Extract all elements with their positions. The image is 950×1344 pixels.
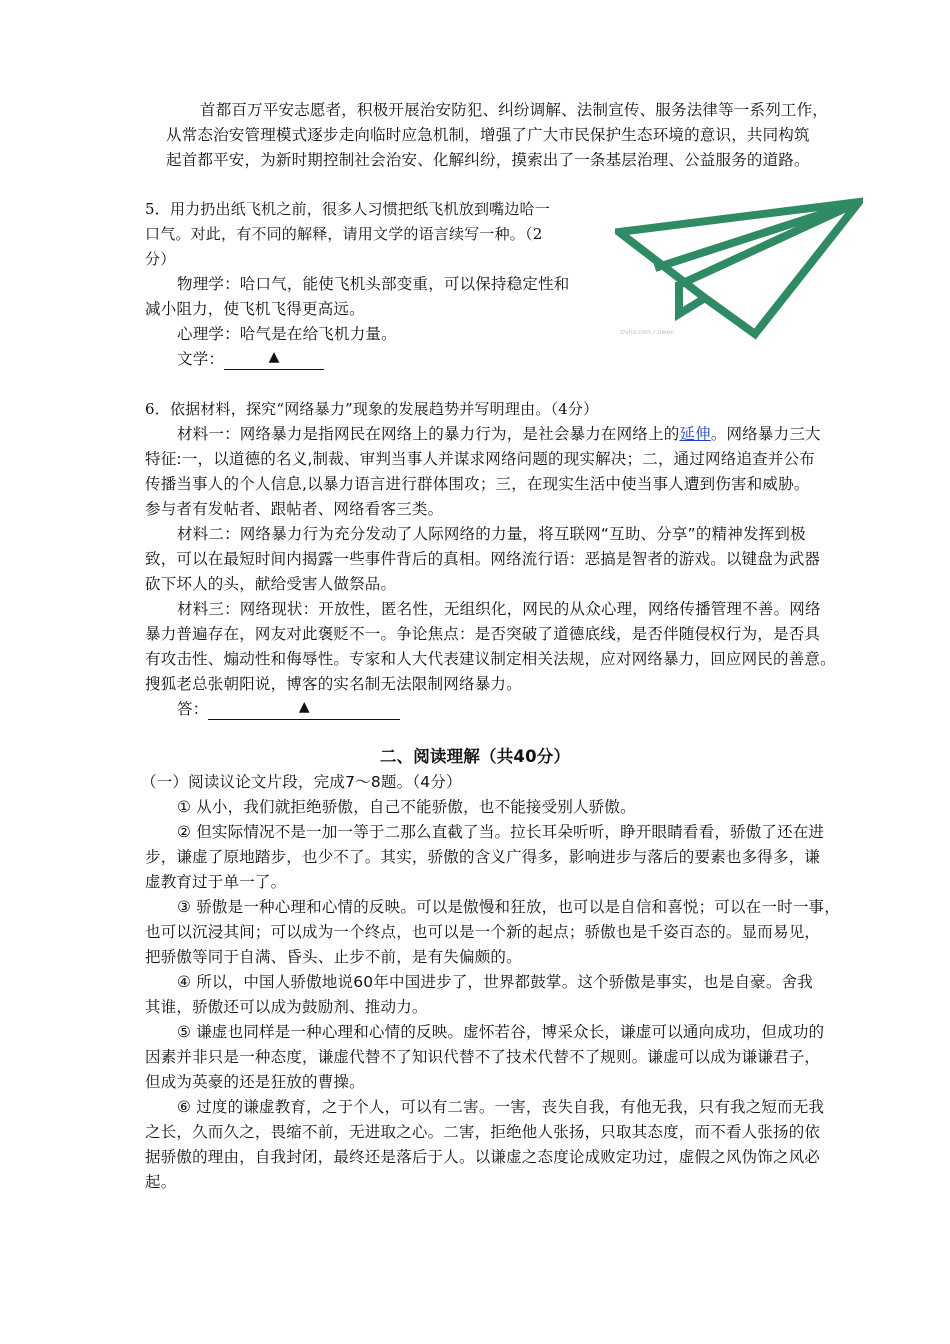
q6-material1-line-1 (177, 423, 821, 445)
q6-answer-blank[interactable] (208, 699, 400, 720)
q6-material3-line-4: 搜狐老总张朝阳说，博客的实名制无法限制网络暴力。 (145, 675, 522, 693)
q5-physics-line-2: 减小阻力，使飞机飞得更高远。 (145, 300, 365, 318)
para5-line-3: 但成为英豪的还是狂放的曹操。 (145, 1073, 365, 1091)
q5-literature (177, 348, 324, 370)
q6-material2-line-2: 致，可以在最短时间内揭露一些事件背后的真相。网络流行语：恶搞是智者的游戏。以键盘为武器 (145, 550, 821, 568)
para3-line-3: 把骄傲等同于自满、昏头、止步不前，是有失偏颇的。 (145, 948, 522, 966)
q6-material2-line-1: 材料二：网络暴力行为充分发动了人际网络的力量，将互联网“互助、分享”的精神发挥到极 (177, 525, 806, 543)
para6-line-2: 之长，久而久之，畏缩不前，无进取之心。二害，拒绝他人张扬，只取其态度，而不看人张扬的依 (145, 1123, 821, 1141)
intro-line-2: 从常态治安管理模式逐步走向临时应急机制，增强了广大市民保护生态环境的意识，共同构筑 (166, 126, 810, 144)
para3-line-2: 也可以沉浸其间；可以成为一个终点，也可以是一个新的起点；骄傲也是千姿百态的。显而易见， (145, 923, 821, 941)
q6-material1-line-4: 参与者有发帖者、跟帖者、网络看客三类。 (145, 500, 444, 518)
para6-line-1: ⑥ 过度的谦虚教育，之于个人，可以有二害。一害，丧失自我，有他无我，只有我之短而无我 (177, 1098, 825, 1116)
q6-material3-line-1: 材料三：网络现状：开放性，匿名性，无组织化，网民的从众心理，网络传播管理不善。网络 (177, 600, 821, 618)
q6-material2-line-3: 砍下坏人的头，献给受害人做祭品。 (145, 575, 397, 593)
section2-subtitle: （一）阅读议论文片段，完成7～8题。（4分） (141, 773, 462, 791)
q5-question-line-3: 分） (145, 250, 176, 268)
q6-extension-link[interactable]: 延伸 (679, 425, 711, 443)
q5-question-line-1: 5．用力扔出纸飞机之前，很多人习惯把纸飞机放到嘴边哈一 (145, 200, 550, 218)
para4-line-1: ④ 所以，中国人骄傲地说60年中国进步了，世界都鼓掌。这个骄傲是事实，也是自豪。舍我 (177, 973, 813, 991)
para1-line-1: ① 从小，我们就拒绝骄傲，自己不能骄傲，也不能接受别人骄傲。 (177, 798, 636, 816)
q5-psychology: 心理学：哈气是在给飞机力量。 (177, 325, 397, 343)
q5-literature-label: 文学： (177, 350, 225, 368)
q6-answer-marker: ▲ (298, 699, 310, 715)
para6-line-3: 据骄傲的理由，自我封闭，最终还是落后于人。以谦虚之态度论成败定功过，虚假之风伪饰之风必 (145, 1148, 821, 1166)
q6-question: 6．依据材料，探究“网络暴力”现象的发展趋势并写明理由。（4分） (145, 400, 599, 418)
q6-material1-text-a: 材料一：网络暴力是指网民在网络上的暴力行为，是社会暴力在网络上的 (177, 425, 680, 443)
para2-line-3: 虚教育过于单一了。 (145, 873, 287, 891)
para2-line-2: 步，谦虚了原地踏步，也少不了。其实，骄傲的含义广得多，影响进步与落后的要素也多得多，谦 (145, 848, 821, 866)
para6-line-4: 起。 (145, 1173, 177, 1191)
para5-line-2: 因素并非只是一种态度，谦虚代替不了知识代替不了技术代替不了规则。谦虚可以成为谦谦君子， (145, 1048, 821, 1066)
image-watermark: zhihu.com / ziwen (620, 329, 674, 336)
q5-question-line-2: 口气。对此，有不同的解释，请用文学的语言续写一种。（2 (145, 225, 543, 243)
q6-material1-text-b: 。网络暴力三大 (710, 425, 821, 443)
q5-answer-marker: ▲ (268, 349, 280, 365)
para4-line-2: 其谁，骄傲还可以成为鼓励剂、推动力。 (145, 998, 428, 1016)
q6-material1-line-3: 传播当事人的个人信息,以暴力语言进行群体围攻；三，在现实生活中使当事人遭到伤害和威胁。 (145, 475, 810, 493)
q6-answer-label: 答： (177, 700, 209, 718)
q6-material3-line-2: 暴力普遍存在，网友对此褒贬不一。争论焦点：是否突破了道德底线，是否伴随侵权行为，是否具 (145, 625, 821, 643)
para3-line-1: ③ 骄傲是一种心理和心情的反映。可以是傲慢和狂放，也可以是自信和喜悦；可以在一时一事， (177, 898, 840, 916)
para5-line-1: ⑤ 谦虚也同样是一种心理和心情的反映。虚怀若谷，博采众长，谦虚可以通向成功，但成功的 (177, 1023, 825, 1041)
para2-line-1: ② 但实际情况不是一加一等于二那么直截了当。拉长耳朵听听，睁开眼睛看看，骄傲了还在进 (177, 823, 825, 841)
intro-line-1: 首都百万平安志愿者，积极开展治安防犯、纠纷调解、法制宣传、服务法律等一系列工作， (200, 101, 829, 119)
intro-line-3: 起首都平安，为新时期控制社会治安、化解纠纷，摸索出了一条基层治理、公益服务的道路。 (166, 151, 810, 169)
q6-material3-line-3: 有攻击性、煽动性和侮辱性。专家和人大代表建议制定相关法规，应对网络暴力，回应网民的善意。 (145, 650, 836, 668)
q6-answer (177, 698, 400, 720)
q5-physics-line-1: 物理学：哈口气，能使飞机头部变重，可以保持稳定性和 (177, 275, 570, 293)
section2-title: 二、阅读理解（共40分） (379, 747, 571, 766)
paper-plane-image (615, 196, 863, 340)
q5-answer-blank[interactable] (224, 349, 324, 370)
q6-material1-line-2: 特征:一，以道德的名义,制裁、审判当事人并谋求网络问题的现实解决；二，通过网络追查并公布 (145, 450, 815, 468)
